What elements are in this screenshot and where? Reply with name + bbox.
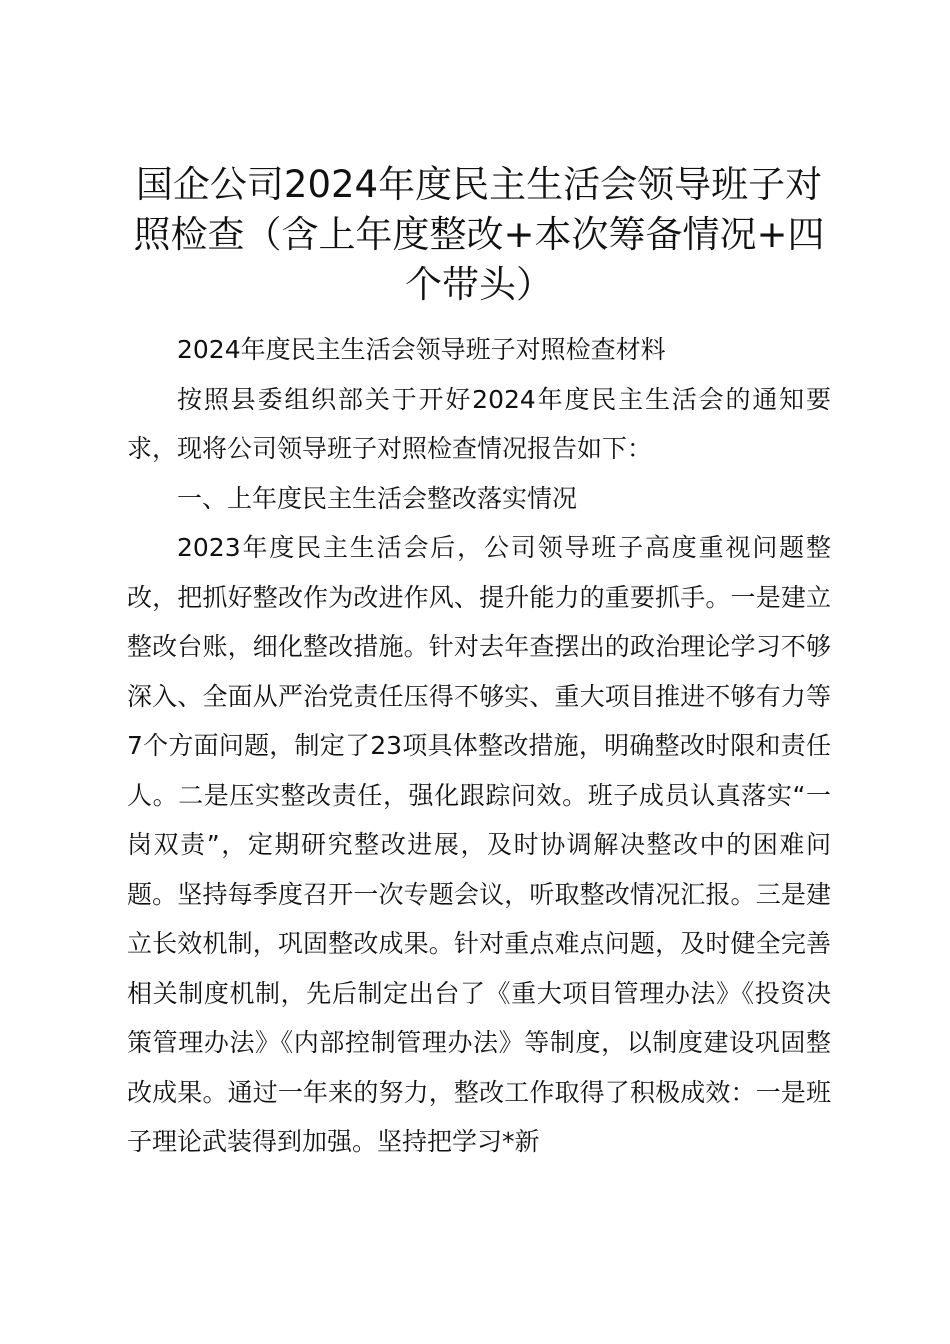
document-page [127, 160, 831, 1167]
intro-paragraph: 按照县委组织部关于开好2024年度民主生活会的通知要求，现将公司领导班子对照检查情况报告如下： [127, 384, 831, 463]
document-title: 国企公司2024年度民主生活会领导班子对照检查（含上年度整改+本次筹备情况+四个带头） [133, 163, 825, 306]
document-subtitle: 2024年度民主生活会领导班子对照检查材料 [177, 335, 666, 364]
section-heading: 一、上年度民主生活会整改落实情况 [177, 483, 578, 513]
body-paragraph: 2023年度民主生活会后，公司领导班子高度重视问题整改，把抓好整改作为改进作风、提升能力的重要抓手。一是建立整改台账，细化整改措施。针对去年查摆出的政治理论学习不够深入、全面从严治党责任压得不够实、重大项目推进不够有力等7个方面问题，制定了23项具体整改措施，明确整改时限和责任人。二是压实整改责任，强化跟踪问效。班子成员认真落实“一岗双责”，定期研究整改进展，及时协调解决整改中的困难问题。坚持每季度召开一次专题会议，听取整改情况汇报。三是建立长效机制，巩固整改成果。针对重点难点问题，及时健全完善相关制度机制，先后制定出台了《重大项目管理办法》《投资决策管理办法》《内部控制管理办法》等制度，以制度建设巩固整改成果。通过一年来的努力，整改工作取得了积极成效：一是班子理论武装得到加强。坚持把学习*新 [127, 533, 831, 1156]
